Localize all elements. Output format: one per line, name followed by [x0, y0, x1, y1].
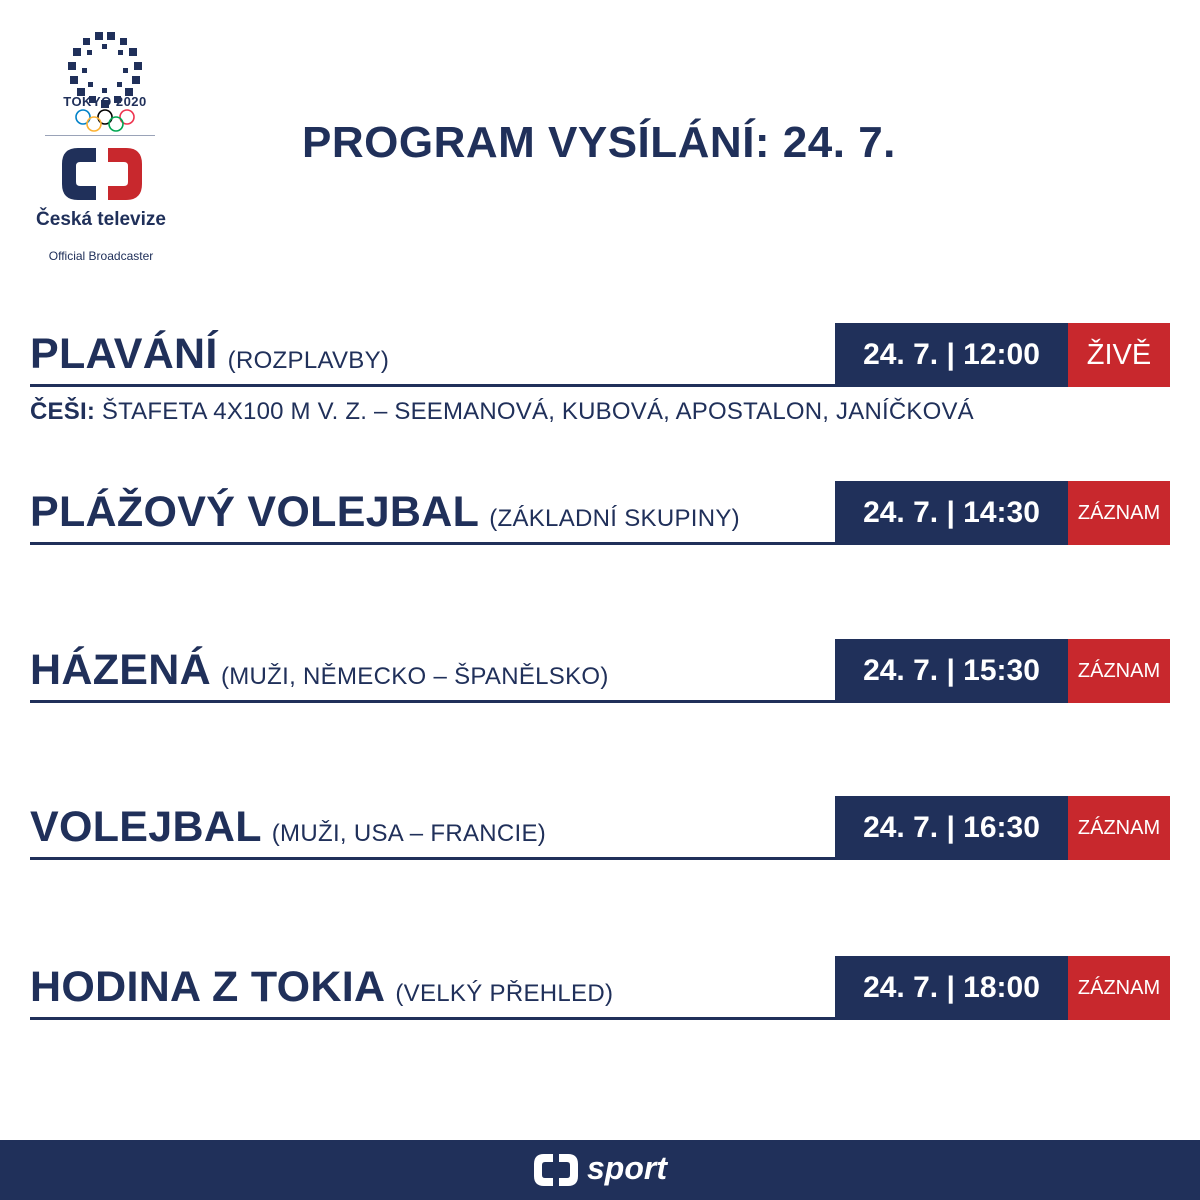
sport-detail: (MUŽI, NĚMECKO – ŠPANĚLSKO)	[220, 663, 609, 690]
sport-name	[30, 330, 389, 379]
footer-bar	[0, 1140, 1200, 1200]
sport-detail: (MUŽI, USA – FRANCIE)	[271, 820, 547, 847]
sport-title: HÁZENÁ	[30, 646, 211, 694]
time-box: 24. 7. | 14:30	[835, 481, 1068, 545]
sport-detail: (VELKÝ PŘEHLED)	[395, 980, 614, 1007]
time-box: 24. 7. | 18:00	[835, 956, 1068, 1020]
status-badge-record: ZÁZNAM	[1068, 481, 1170, 545]
program-row-plazovy-volejbal	[30, 481, 1170, 545]
row-underline	[30, 1017, 836, 1020]
sport-name	[30, 488, 740, 537]
czech-athletes-text: ŠTAFETA 4X100 M V. Z. – SEEMANOVÁ, KUBOVÁ, APOSTALON, JANÍČKOVÁ	[101, 398, 974, 425]
official-broadcaster-text: Official Broadcaster	[48, 249, 154, 263]
status-badge-record: ZÁZNAM	[1068, 956, 1170, 1020]
sport-name	[30, 646, 609, 695]
czech-athletes-line	[30, 398, 974, 426]
sport-name	[30, 963, 613, 1012]
status-badge-record: ZÁZNAM	[1068, 639, 1170, 703]
sport-title: HODINA Z TOKIA	[30, 963, 386, 1011]
sport-title: PLAVÁNÍ	[30, 330, 218, 378]
tokyo-2020-text: TOKYO 2020	[63, 94, 147, 109]
sport-wordmark: sport	[587, 1149, 667, 1186]
row-underline	[30, 384, 836, 387]
time-box: 24. 7. | 16:30	[835, 796, 1068, 860]
ceska-televize-name: Česká televize	[36, 209, 166, 230]
page-title: PROGRAM VYSÍLÁNÍ: 24. 7.	[302, 118, 896, 167]
sport-title: VOLEJBAL	[30, 803, 262, 851]
program-row-hazena	[30, 639, 1170, 703]
ct-sport-logo	[533, 1149, 667, 1187]
ceska-televize-logo-icon	[60, 146, 144, 202]
time-box: 24. 7. | 12:00	[835, 323, 1068, 387]
program-row-volejbal	[30, 796, 1170, 860]
sport-detail: (ZÁKLADNÍ SKUPINY)	[489, 505, 740, 532]
row-underline	[30, 857, 836, 860]
sport-detail: (ROZPLAVBY)	[227, 347, 390, 374]
status-badge-record: ZÁZNAM	[1068, 796, 1170, 860]
czech-athletes-label: ČEŠI:	[30, 398, 96, 425]
program-row-plavani	[30, 323, 1170, 387]
time-box: 24. 7. | 15:30	[835, 639, 1068, 703]
status-badge-live: ŽIVĚ	[1068, 323, 1170, 387]
ct-sport-logo-icon	[533, 1153, 579, 1187]
sport-name	[30, 803, 546, 852]
olympic-rings-icon	[73, 108, 137, 132]
row-underline	[30, 542, 836, 545]
sport-title: PLÁŽOVÝ VOLEJBAL	[30, 488, 480, 536]
row-underline	[30, 700, 836, 703]
logo-divider	[45, 135, 155, 136]
program-row-hodina-z-tokia	[30, 956, 1170, 1020]
